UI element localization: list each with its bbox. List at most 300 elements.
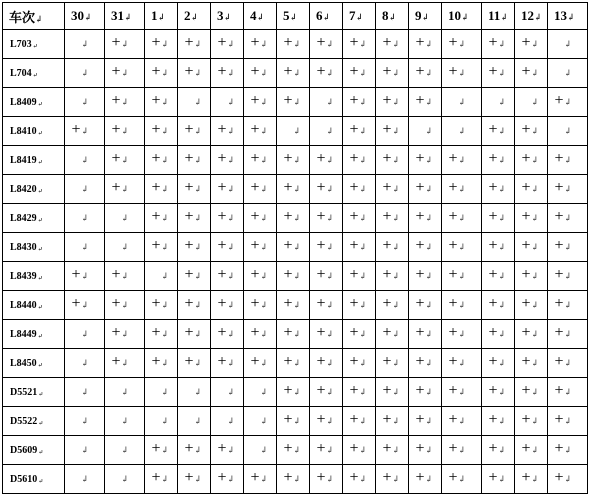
plus-mark: + (283, 295, 293, 312)
schedule-cell (376, 291, 409, 320)
plus-mark: + (184, 179, 194, 196)
paragraph-mark-icon: ↲ (458, 474, 466, 484)
schedule-cell (244, 117, 277, 146)
day-label: 3 (217, 8, 224, 23)
plus-mark: + (250, 469, 260, 486)
schedule-cell (310, 233, 343, 262)
plus-mark: + (349, 237, 359, 254)
train-number-cell (3, 291, 65, 320)
schedule-cell (442, 204, 482, 233)
paragraph-mark-icon: ↲ (359, 97, 367, 107)
plus-mark: + (448, 150, 458, 167)
paragraph-mark-icon: ↲ (531, 155, 539, 165)
train-number: L704 (10, 67, 32, 79)
paragraph-mark-icon: ↲ (227, 242, 235, 252)
plus-mark: + (151, 34, 161, 51)
schedule-cell (548, 233, 588, 262)
schedule-cell (482, 262, 515, 291)
schedule-cell (211, 465, 244, 494)
paragraph-mark-icon: ↲ (531, 97, 539, 107)
schedule-cell (65, 88, 105, 117)
schedule-cell (244, 146, 277, 175)
paragraph-mark-icon: ↲ (359, 39, 367, 49)
schedule-cell (548, 204, 588, 233)
schedule-cell (65, 465, 105, 494)
paragraph-mark-icon: ↲ (194, 68, 202, 78)
plus-mark: + (488, 150, 498, 167)
schedule-cell (409, 117, 442, 146)
plus-mark: + (382, 266, 392, 283)
train-number: D5609 (10, 444, 38, 456)
plus-mark: + (151, 92, 161, 109)
plus-mark: + (488, 179, 498, 196)
plus-mark: + (448, 179, 458, 196)
paragraph-mark-icon: ↲ (161, 358, 169, 368)
paragraph-mark-icon: ↲ (293, 242, 301, 252)
paragraph-mark-icon: ↲ (458, 126, 466, 136)
schedule-cell (548, 262, 588, 291)
schedule-cell (548, 291, 588, 320)
schedule-cell (442, 436, 482, 465)
schedule-cell (211, 88, 244, 117)
schedule-cell (178, 320, 211, 349)
schedule-cell (310, 204, 343, 233)
schedule-cell (310, 117, 343, 146)
plus-mark: + (316, 237, 326, 254)
plus-mark: + (250, 208, 260, 225)
plus-mark: + (448, 440, 458, 457)
schedule-cell (178, 233, 211, 262)
header-cell-day (145, 3, 178, 30)
schedule-cell (409, 378, 442, 407)
paragraph-mark-icon: ↲ (458, 97, 466, 107)
paragraph-mark-icon: ↲ (81, 329, 89, 339)
paragraph-mark-icon: ↲ (81, 474, 89, 484)
train-number: L8420 (10, 183, 37, 195)
schedule-cell (482, 349, 515, 378)
schedule-cell (515, 204, 548, 233)
paragraph-mark-icon: ↲ (425, 184, 433, 194)
paragraph-mark-icon: ↲ (564, 39, 572, 49)
plus-mark: + (283, 237, 293, 254)
paragraph-mark-icon: ↲ (81, 271, 89, 281)
table-row (3, 320, 588, 349)
schedule-cell (548, 378, 588, 407)
schedule-cell (343, 88, 376, 117)
paragraph-mark-icon: ↲ (531, 300, 539, 310)
plus-mark: + (415, 469, 425, 486)
table-row (3, 146, 588, 175)
train-number: L8410 (10, 125, 37, 137)
schedule-cell (548, 465, 588, 494)
schedule-cell (244, 407, 277, 436)
schedule-cell (277, 436, 310, 465)
paragraph-mark-icon: ↲ (81, 358, 89, 368)
plus-mark: + (554, 469, 564, 486)
paragraph-mark-icon: ↲ (425, 474, 433, 484)
paragraph-mark-icon: ↲ (326, 300, 334, 310)
paragraph-mark-icon: ↲ (425, 242, 433, 252)
schedule-cell (482, 233, 515, 262)
day-label: 2 (184, 8, 191, 23)
plus-mark: + (415, 237, 425, 254)
header-label: 车次 (9, 9, 36, 25)
plus-mark: + (521, 237, 531, 254)
schedule-cell (178, 436, 211, 465)
paragraph-mark-icon: ↲ (194, 358, 202, 368)
schedule-cell (548, 436, 588, 465)
schedule-cell (482, 59, 515, 88)
paragraph-mark-icon: ↲ (531, 242, 539, 252)
paragraph-mark-icon: ↲ (161, 39, 169, 49)
plus-mark: + (415, 324, 425, 341)
paragraph-mark-icon: ↲ (498, 358, 506, 368)
plus-mark: + (448, 382, 458, 399)
paragraph-mark-icon: ↲ (293, 97, 301, 107)
paragraph-mark-icon: ↲ (531, 68, 539, 78)
paragraph-mark-icon: ↲ (161, 126, 169, 136)
plus-mark: + (448, 63, 458, 80)
schedule-cell (376, 117, 409, 146)
plus-mark: + (382, 353, 392, 370)
schedule-cell (343, 233, 376, 262)
paragraph-mark-icon: ↲ (458, 445, 466, 455)
schedule-cell (178, 378, 211, 407)
schedule-cell (178, 146, 211, 175)
schedule-cell (343, 436, 376, 465)
schedule-cell (515, 378, 548, 407)
schedule-cell (277, 204, 310, 233)
plus-mark: + (349, 411, 359, 428)
plus-mark: + (554, 411, 564, 428)
paragraph-mark-icon: ↲ (498, 271, 506, 281)
plus-mark: + (415, 150, 425, 167)
paragraph-mark-icon: ↲ (260, 474, 268, 484)
table-row (3, 436, 588, 465)
train-number: L8429 (10, 212, 37, 224)
paragraph-mark-icon: ↲ (289, 12, 298, 22)
plus-mark: + (316, 469, 326, 486)
paragraph-mark-icon: ↲ (161, 387, 169, 397)
paragraph-mark-icon: ↲ (161, 213, 169, 223)
paragraph-mark-icon: ↲ (392, 445, 400, 455)
schedule-cell (515, 117, 548, 146)
train-schedule-table (2, 2, 588, 494)
paragraph-mark-icon: ↲ (461, 12, 469, 22)
schedule-cell (310, 59, 343, 88)
schedule-cell (515, 465, 548, 494)
schedule-cell (244, 204, 277, 233)
plus-mark: + (283, 63, 293, 80)
schedule-cell (482, 407, 515, 436)
header-cell-day (409, 3, 442, 30)
schedule-cell (244, 233, 277, 262)
schedule-cell (310, 378, 343, 407)
schedule-cell (105, 378, 145, 407)
paragraph-mark-icon: ↲ (293, 213, 301, 223)
paragraph-mark-icon: ↲ (293, 155, 301, 165)
paragraph-mark-icon: ↲ (500, 12, 508, 22)
schedule-cell (244, 378, 277, 407)
train-number-cell (3, 233, 65, 262)
paragraph-mark-icon: ↲ (564, 445, 572, 455)
schedule-cell (211, 320, 244, 349)
day-label: 31 (111, 8, 124, 23)
train-number: L8419 (10, 154, 37, 166)
plus-mark: + (349, 266, 359, 283)
plus-mark: + (316, 34, 326, 51)
plus-mark: + (283, 150, 293, 167)
schedule-cell (409, 204, 442, 233)
paragraph-mark-icon: ↵ (38, 420, 44, 427)
paragraph-mark-icon: ↲ (227, 97, 235, 107)
paragraph-mark-icon: ↲ (260, 184, 268, 194)
schedule-cell (548, 349, 588, 378)
plus-mark: + (521, 295, 531, 312)
table-row (3, 378, 588, 407)
plus-mark: + (349, 353, 359, 370)
train-number-cell (3, 146, 65, 175)
plus-mark: + (111, 92, 121, 109)
schedule-cell (105, 146, 145, 175)
paragraph-mark-icon: ↲ (359, 300, 367, 310)
plus-mark: + (283, 469, 293, 486)
paragraph-mark-icon: ↲ (157, 12, 166, 22)
paragraph-mark-icon: ↲ (425, 97, 433, 107)
paragraph-mark-icon: ↲ (223, 12, 232, 22)
schedule-cell (178, 204, 211, 233)
plus-mark: + (415, 382, 425, 399)
paragraph-mark-icon: ↲ (121, 358, 129, 368)
paragraph-mark-icon: ↲ (392, 358, 400, 368)
paragraph-mark-icon: ↲ (326, 271, 334, 281)
schedule-cell (145, 88, 178, 117)
paragraph-mark-icon: ↲ (194, 416, 202, 426)
schedule-cell (343, 146, 376, 175)
plus-mark: + (382, 237, 392, 254)
paragraph-mark-icon: ↲ (194, 329, 202, 339)
paragraph-mark-icon: ↲ (564, 184, 572, 194)
paragraph-mark-icon: ↲ (458, 329, 466, 339)
paragraph-mark-icon: ↵ (37, 333, 43, 340)
paragraph-mark-icon: ↲ (326, 242, 334, 252)
paragraph-mark-icon: ↲ (227, 358, 235, 368)
plus-mark: + (217, 121, 227, 138)
schedule-cell (515, 320, 548, 349)
paragraph-mark-icon: ↲ (227, 184, 235, 194)
plus-mark: + (151, 353, 161, 370)
schedule-cell (376, 378, 409, 407)
schedule-cell (409, 146, 442, 175)
plus-mark: + (184, 469, 194, 486)
day-label: 10 (448, 8, 461, 23)
schedule-cell (65, 30, 105, 59)
plus-mark: + (316, 411, 326, 428)
plus-mark: + (554, 92, 564, 109)
paragraph-mark-icon: ↲ (425, 445, 433, 455)
plus-mark: + (217, 324, 227, 341)
plus-mark: + (382, 63, 392, 80)
paragraph-mark-icon: ↲ (425, 271, 433, 281)
schedule-cell (376, 233, 409, 262)
schedule-cell (548, 407, 588, 436)
paragraph-mark-icon: ↲ (121, 155, 129, 165)
plus-mark: + (349, 92, 359, 109)
day-label: 1 (151, 8, 158, 23)
schedule-cell (310, 262, 343, 291)
plus-mark: + (250, 295, 260, 312)
schedule-cell (65, 349, 105, 378)
table-row (3, 349, 588, 378)
paragraph-mark-icon: ↲ (425, 126, 433, 136)
plus-mark: + (184, 440, 194, 457)
paragraph-mark-icon: ↲ (392, 97, 400, 107)
schedule-cell (442, 117, 482, 146)
day-label: 7 (349, 8, 356, 23)
schedule-cell (211, 407, 244, 436)
train-number-cell (3, 117, 65, 146)
day-label: 9 (415, 8, 422, 23)
schedule-cell (178, 465, 211, 494)
paragraph-mark-icon: ↲ (161, 184, 169, 194)
header-cell-day (211, 3, 244, 30)
paragraph-mark-icon: ↲ (121, 271, 129, 281)
plus-mark: + (250, 150, 260, 167)
paragraph-mark-icon: ↵ (38, 449, 44, 456)
schedule-cell (482, 378, 515, 407)
schedule-cell (277, 291, 310, 320)
schedule-cell (343, 349, 376, 378)
paragraph-mark-icon: ↲ (161, 300, 169, 310)
table-row (3, 204, 588, 233)
paragraph-mark-icon: ↲ (227, 329, 235, 339)
paragraph-mark-icon: ↲ (84, 12, 92, 22)
plus-mark: + (382, 440, 392, 457)
paragraph-mark-icon: ↲ (293, 39, 301, 49)
plus-mark: + (250, 121, 260, 138)
plus-mark: + (349, 324, 359, 341)
paragraph-mark-icon: ↲ (81, 39, 89, 49)
table-body (3, 3, 588, 494)
paragraph-mark-icon: ↲ (392, 387, 400, 397)
plus-mark: + (316, 63, 326, 80)
paragraph-mark-icon: ↲ (531, 39, 539, 49)
paragraph-mark-icon: ↲ (388, 12, 397, 22)
schedule-cell (105, 407, 145, 436)
plus-mark: + (250, 237, 260, 254)
paragraph-mark-icon: ↲ (498, 97, 506, 107)
schedule-cell (310, 30, 343, 59)
schedule-cell (548, 30, 588, 59)
plus-mark: + (250, 179, 260, 196)
schedule-cell (409, 349, 442, 378)
paragraph-mark-icon: ↵ (37, 246, 43, 253)
plus-mark: + (415, 63, 425, 80)
plus-mark: + (415, 440, 425, 457)
paragraph-mark-icon: ↲ (260, 126, 268, 136)
schedule-cell (310, 320, 343, 349)
schedule-cell (277, 320, 310, 349)
schedule-cell (442, 465, 482, 494)
plus-mark: + (521, 34, 531, 51)
schedule-cell (343, 320, 376, 349)
schedule-cell (343, 262, 376, 291)
paragraph-mark-icon: ↲ (564, 416, 572, 426)
paragraph-mark-icon: ↵ (32, 43, 38, 50)
plus-mark: + (382, 150, 392, 167)
paragraph-mark-icon: ↲ (326, 387, 334, 397)
plus-mark: + (217, 469, 227, 486)
schedule-cell (211, 175, 244, 204)
paragraph-mark-icon: ↲ (293, 271, 301, 281)
schedule-cell (442, 378, 482, 407)
paragraph-mark-icon: ↲ (227, 155, 235, 165)
paragraph-mark-icon: ↲ (392, 68, 400, 78)
paragraph-mark-icon: ↵ (37, 304, 43, 311)
schedule-cell (178, 175, 211, 204)
plus-mark: + (349, 34, 359, 51)
plus-mark: + (448, 295, 458, 312)
paragraph-mark-icon: ↲ (194, 213, 202, 223)
plus-mark: + (488, 121, 498, 138)
paragraph-mark-icon: ↲ (359, 445, 367, 455)
schedule-cell (376, 204, 409, 233)
train-number: L8430 (10, 241, 37, 253)
schedule-cell (482, 204, 515, 233)
plus-mark: + (250, 324, 260, 341)
schedule-cell (211, 30, 244, 59)
paragraph-mark-icon: ↲ (498, 39, 506, 49)
schedule-cell (277, 175, 310, 204)
plus-mark: + (71, 295, 81, 312)
paragraph-mark-icon: ↲ (227, 213, 235, 223)
paragraph-mark-icon: ↲ (227, 271, 235, 281)
schedule-cell (65, 262, 105, 291)
schedule-cell (343, 204, 376, 233)
paragraph-mark-icon: ↲ (392, 242, 400, 252)
paragraph-mark-icon: ↲ (359, 68, 367, 78)
table-row (3, 88, 588, 117)
schedule-cell (442, 407, 482, 436)
schedule-cell (178, 349, 211, 378)
plus-mark: + (382, 324, 392, 341)
schedule-cell (105, 233, 145, 262)
paragraph-mark-icon: ↲ (194, 155, 202, 165)
schedule-cell (105, 175, 145, 204)
plus-mark: + (217, 208, 227, 225)
paragraph-mark-icon: ↲ (425, 213, 433, 223)
paragraph-mark-icon: ↲ (81, 242, 89, 252)
paragraph-mark-icon: ↲ (534, 12, 542, 22)
header-cell-train (3, 3, 65, 30)
plus-mark: + (184, 237, 194, 254)
schedule-cell (65, 59, 105, 88)
plus-mark: + (415, 411, 425, 428)
paragraph-mark-icon: ↲ (326, 474, 334, 484)
plus-mark: + (217, 295, 227, 312)
day-label: 11 (488, 8, 501, 23)
plus-mark: + (111, 295, 121, 312)
schedule-cell (343, 175, 376, 204)
train-number-cell (3, 320, 65, 349)
schedule-cell (442, 30, 482, 59)
plus-mark: + (521, 208, 531, 225)
plus-mark: + (283, 382, 293, 399)
paragraph-mark-icon: ↲ (326, 97, 334, 107)
plus-mark: + (415, 353, 425, 370)
paragraph-mark-icon: ↲ (293, 387, 301, 397)
paragraph-mark-icon: ↲ (425, 387, 433, 397)
